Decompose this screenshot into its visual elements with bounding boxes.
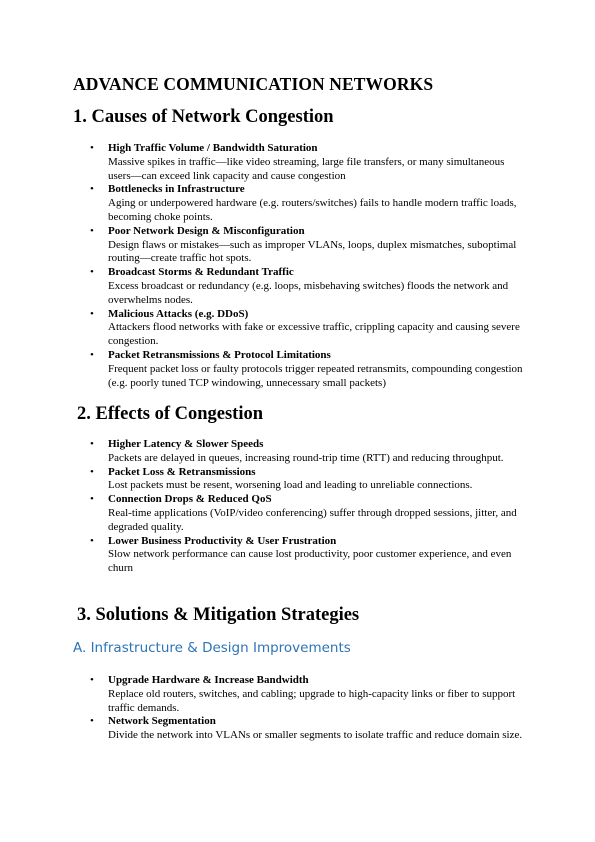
list-item (0, 142, 526, 183)
bullet-icon: • (90, 493, 94, 506)
list-item (0, 183, 526, 224)
bullet-icon: • (90, 307, 94, 320)
item-description: Replace old routers, switches, and cabling; upgrade to high-capacity links or fiber to support traffic demands. (108, 687, 516, 714)
item-description: Massive spikes in traffic—like video streaming, large file transfers, or many simultaneous users—can exceed link capacity and cause congestion (108, 155, 505, 182)
item-title: Packet Loss & Retransmissions (108, 465, 256, 478)
item-title: Broadcast Storms & Redundant Traffic (108, 266, 294, 279)
item-description: Frequent packet loss or faulty protocols trigger repeated retransmits, compounding congestion (e.g. poorly tuned TCP windowing, unnecessary small packets) (108, 362, 523, 389)
bullet-icon: • (90, 438, 94, 450)
item-description: Slow network performance can cause lost productivity, poor customer experience, and even churn (108, 548, 512, 575)
section-heading-causes: 1. Causes of Network Congestion (73, 107, 334, 127)
item-title: Malicious Attacks (e.g. DDoS) (108, 307, 249, 320)
document-title: ADVANCE COMMUNICATION NETWORKS (73, 74, 434, 94)
bullet-icon: • (90, 266, 94, 279)
item-description: Divide the network into VLANs or smaller segments to isolate traffic and reduce domain size. (108, 729, 523, 742)
solutions-list (0, 674, 526, 743)
item-title: Lower Business Productivity & User Frustration (108, 534, 337, 547)
item-title: Bottlenecks in Infrastructure (108, 183, 245, 196)
item-description: Excess broadcast or redundancy (e.g. loops, misbehaving switches) floods the network and overwhelms nodes. (108, 279, 509, 306)
item-title: High Traffic Volume / Bandwidth Saturation (108, 142, 318, 154)
bullet-icon: • (90, 674, 94, 686)
list-item (0, 493, 526, 534)
item-title: Connection Drops & Reduced QoS (108, 493, 272, 506)
effects-list (0, 438, 526, 576)
section-heading-effects: 2. Effects of Congestion (77, 404, 264, 424)
bullet-icon: • (90, 348, 94, 361)
bullet-icon: • (90, 183, 94, 196)
item-description: Design flaws or mistakes—such as improper VLANs, loops, duplex mismatches, suboptimal routing—create traffic hot spots. (108, 238, 517, 265)
list-item (0, 466, 526, 494)
bullet-icon: • (90, 224, 94, 237)
item-title: Packet Retransmissions & Protocol Limitations (108, 348, 331, 361)
bullet-icon: • (90, 142, 94, 154)
list-item (0, 674, 526, 715)
list-item (0, 266, 526, 307)
item-description: Attackers flood networks with fake or excessive traffic, crippling capacity and causing severe congestion. (108, 321, 520, 348)
list-item (0, 715, 526, 743)
item-description: Packets are delayed in queues, increasing round-trip time (RTT) and reducing throughput. (108, 451, 504, 464)
subheading-infrastructure: A. Infrastructure & Design Improvements (73, 640, 351, 656)
item-description: Lost packets must be resent, worsening load and leading to unreliable connections. (108, 479, 473, 492)
item-title: Higher Latency & Slower Speeds (108, 438, 264, 450)
bullet-icon: • (90, 534, 94, 547)
item-title: Poor Network Design & Misconfiguration (108, 224, 305, 237)
list-item (0, 308, 526, 349)
causes-list (0, 142, 526, 390)
list-item (0, 438, 526, 466)
bullet-icon: • (90, 465, 94, 478)
item-description: Real-time applications (VoIP/video conferencing) suffer through dropped sessions, jitter, and degraded quality. (108, 506, 517, 533)
item-description: Aging or underpowered hardware (e.g. routers/switches) fails to handle modern traffic loads, becoming choke points. (108, 197, 517, 223)
bullet-icon: • (90, 715, 94, 728)
list-item (0, 535, 526, 576)
list-item (0, 225, 526, 266)
item-title: Upgrade Hardware & Increase Bandwidth (108, 674, 309, 686)
list-item (0, 349, 526, 390)
section-heading-solutions: 3. Solutions & Mitigation Strategies (77, 605, 360, 625)
item-title: Network Segmentation (108, 715, 216, 728)
